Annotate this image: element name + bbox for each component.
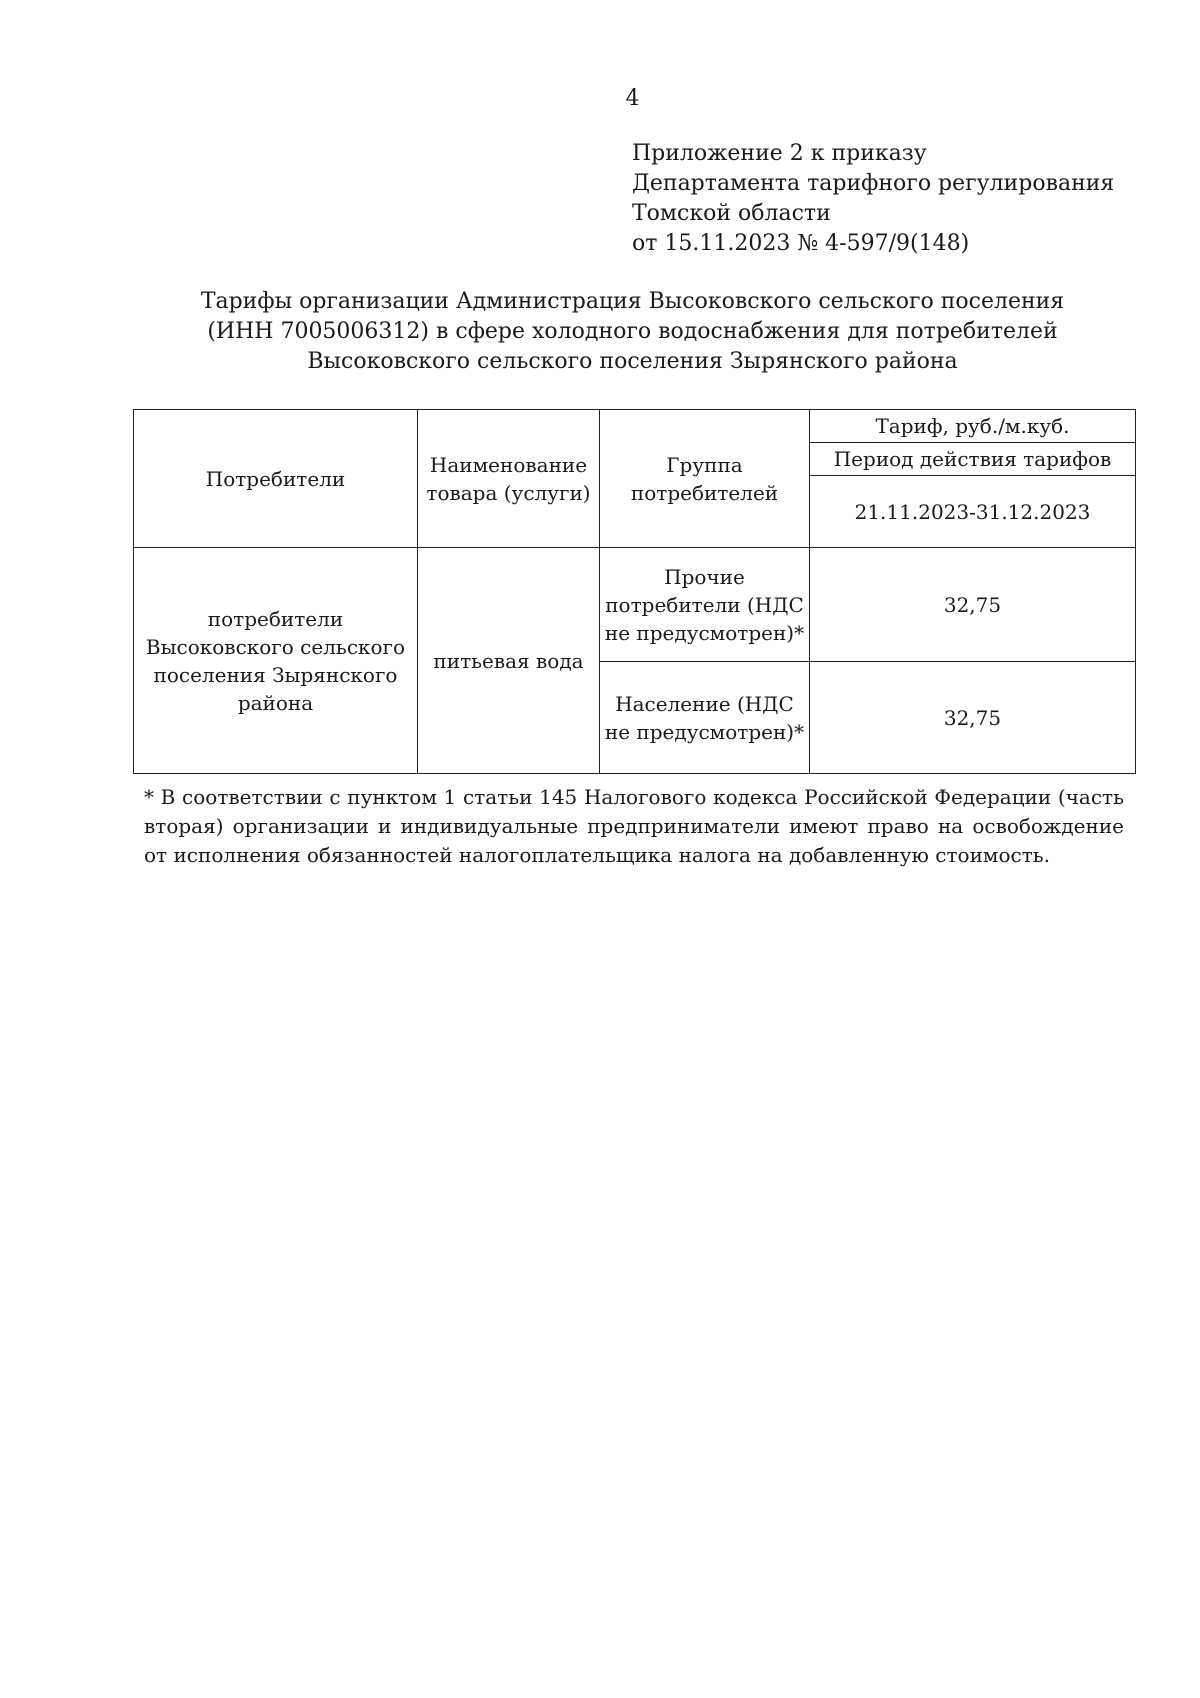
- title-line-2: (ИНН 7005006312) в сфере холодного водоснабжения для потребителей: [207, 319, 1058, 344]
- header-tariff: Тариф, руб./м.куб.: [810, 410, 1136, 443]
- appendix-line-1: Приложение 2 к приказу: [632, 141, 927, 166]
- document-title: [120, 287, 1145, 377]
- title-line-3: Высоковского сельского поселения Зырянского района: [307, 349, 958, 374]
- cell-tariff-other: 32,75: [810, 548, 1136, 662]
- cell-group-other: Прочие потребители (НДС не предусмотрен)*: [600, 548, 810, 662]
- tariff-table: [133, 409, 1136, 774]
- header-group: Группа потребителей: [600, 410, 810, 548]
- appendix-line-3: Томской области: [632, 201, 831, 226]
- title-line-1: Тарифы организации Администрация Высоковского сельского поселения: [200, 289, 1065, 314]
- cell-goods: питьевая вода: [418, 548, 600, 774]
- header-consumers: Потребители: [134, 410, 418, 548]
- footnote: * В соответствии с пунктом 1 статьи 145 Налогового кодекса Российской Федерации (часть вторая) организации и индивидуальные предприниматели имеют право на освобождение от исполнения обязанностей налогоплательщика налога на добавленную стоимость.: [144, 785, 1124, 867]
- header-period: Период действия тарифов: [810, 443, 1136, 476]
- appendix-line-4: от 15.11.2023 № 4-597/9(148): [632, 231, 970, 256]
- page-number: 4: [625, 86, 640, 111]
- header-goods: Наименование товара (услуги): [418, 410, 600, 548]
- cell-tariff-population: 32,75: [810, 662, 1136, 774]
- appendix-block: [632, 139, 1114, 259]
- cell-consumers: потребители Высоковского сельского поселения Зырянского района: [134, 548, 418, 774]
- table-row: [134, 548, 1136, 662]
- appendix-line-2: Департамента тарифного регулирования: [632, 171, 1115, 196]
- header-period-value: 21.11.2023-31.12.2023: [810, 476, 1136, 548]
- cell-group-population: Население (НДС не предусмотрен)*: [600, 662, 810, 774]
